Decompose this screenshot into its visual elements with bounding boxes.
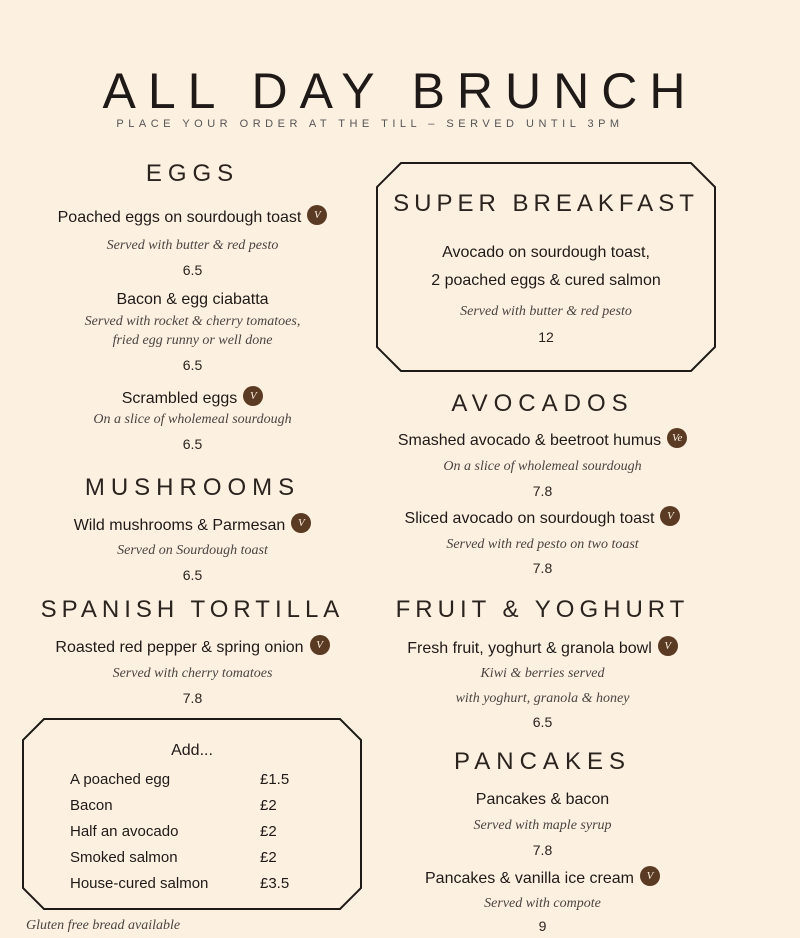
menu-item-name: Avocado on sourdough toast, bbox=[442, 244, 650, 261]
menu-item-description: On a slice of wholemeal sourdough bbox=[443, 459, 642, 474]
menu-item-price: 6.5 bbox=[532, 714, 553, 730]
add-on-price: £2 bbox=[260, 797, 277, 814]
menu-item-name: Smashed avocado & beetroot humus Ve bbox=[375, 431, 710, 451]
vegetarian-badge-icon: V bbox=[660, 506, 680, 526]
section-heading-spanish-tortilla: SPANISH TORTILLA bbox=[40, 596, 345, 623]
vegetarian-badge-icon: V bbox=[291, 513, 311, 533]
menu-item-price: 6.5 bbox=[182, 357, 203, 373]
menu-item-name: Poached eggs on sourdough toast V bbox=[15, 208, 370, 228]
add-on-name: Bacon bbox=[70, 797, 113, 814]
vegetarian-badge-icon: V bbox=[243, 386, 263, 406]
menu-item-name: Sliced avocado on sourdough toast V bbox=[375, 509, 710, 529]
add-on-price: £3.5 bbox=[260, 875, 290, 892]
menu-item-name: Roasted red pepper & spring onion V bbox=[15, 638, 370, 658]
menu-item-price: 7.8 bbox=[532, 560, 553, 576]
menu-item-description: Served with butter & red pesto bbox=[460, 304, 632, 319]
menu-item-price: 9 bbox=[538, 918, 547, 934]
section-heading-pancakes: PANCAKES bbox=[454, 748, 631, 775]
section-heading-eggs: EGGS bbox=[145, 160, 240, 187]
menu-item-price: 12 bbox=[538, 329, 554, 345]
vegetarian-badge-icon: V bbox=[658, 636, 678, 656]
add-on-name: Half an avocado bbox=[70, 823, 179, 840]
menu-item-name: Pancakes & bacon bbox=[475, 791, 610, 808]
vegetarian-badge-icon: V bbox=[310, 635, 330, 655]
menu-item-description: Served with compote bbox=[484, 896, 601, 911]
menu-item-description: Served on Sourdough toast bbox=[117, 543, 268, 558]
menu-item-price: 7.8 bbox=[532, 483, 553, 499]
add-on-price: £2 bbox=[260, 823, 277, 840]
menu-item-price: 6.5 bbox=[182, 567, 203, 583]
menu-item-description: Served with maple syrup bbox=[473, 818, 612, 833]
menu-item-description: fried egg runny or well done bbox=[112, 333, 273, 348]
add-on-price: £2 bbox=[260, 849, 277, 866]
add-on-price: £1.5 bbox=[260, 771, 290, 788]
menu-item-name: Pancakes & vanilla ice cream V bbox=[375, 869, 710, 889]
menu-item-price: 6.5 bbox=[182, 436, 203, 452]
menu-item-name: Fresh fruit, yoghurt & granola bowl V bbox=[375, 639, 710, 659]
menu-item-name: Bacon & egg ciabatta bbox=[116, 291, 269, 308]
gluten-free-note: Gluten free bread available bbox=[26, 918, 181, 933]
menu-item-description: Kiwi & berries served bbox=[480, 666, 605, 681]
menu-subtitle: PLACE YOUR ORDER AT THE TILL – SERVED UNTIL 3PM bbox=[116, 118, 624, 130]
menu-item-description: Served with rocket & cherry tomatoes, bbox=[84, 314, 301, 329]
add-on-name: A poached egg bbox=[70, 771, 171, 788]
vegan-badge-icon: Ve bbox=[667, 428, 687, 448]
section-heading-fruit-yoghurt: FRUIT & YOGHURT bbox=[395, 596, 690, 623]
menu-item-description: Served with cherry tomatoes bbox=[112, 666, 273, 681]
menu-item-price: 7.8 bbox=[182, 690, 203, 706]
section-heading-super-breakfast: SUPER BREAKFAST bbox=[393, 190, 699, 217]
vegetarian-badge-icon: V bbox=[640, 866, 660, 886]
menu-item-description: Served with red pesto on two toast bbox=[446, 537, 639, 552]
add-on-name: Smoked salmon bbox=[70, 849, 178, 866]
vegetarian-badge-icon: V bbox=[307, 205, 327, 225]
menu-item-description: Served with butter & red pesto bbox=[106, 238, 279, 253]
menu-item-name: 2 poached eggs & cured salmon bbox=[431, 272, 661, 289]
menu-item-price: 6.5 bbox=[182, 262, 203, 278]
section-heading-avocados: AVOCADOS bbox=[451, 390, 634, 417]
add-ons-heading: Add... bbox=[171, 742, 213, 759]
menu-item-price: 7.8 bbox=[532, 842, 553, 858]
add-on-name: House-cured salmon bbox=[70, 875, 209, 892]
section-heading-mushrooms: MUSHROOMS bbox=[84, 474, 301, 501]
menu-item-name: Wild mushrooms & Parmesan V bbox=[15, 516, 370, 536]
menu-item-description: with yoghurt, granola & honey bbox=[455, 691, 630, 706]
menu-item-description: On a slice of wholemeal sourdough bbox=[93, 412, 292, 427]
menu-title: ALL DAY BRUNCH bbox=[102, 63, 698, 119]
menu-item-name: Scrambled eggs V bbox=[15, 389, 370, 409]
